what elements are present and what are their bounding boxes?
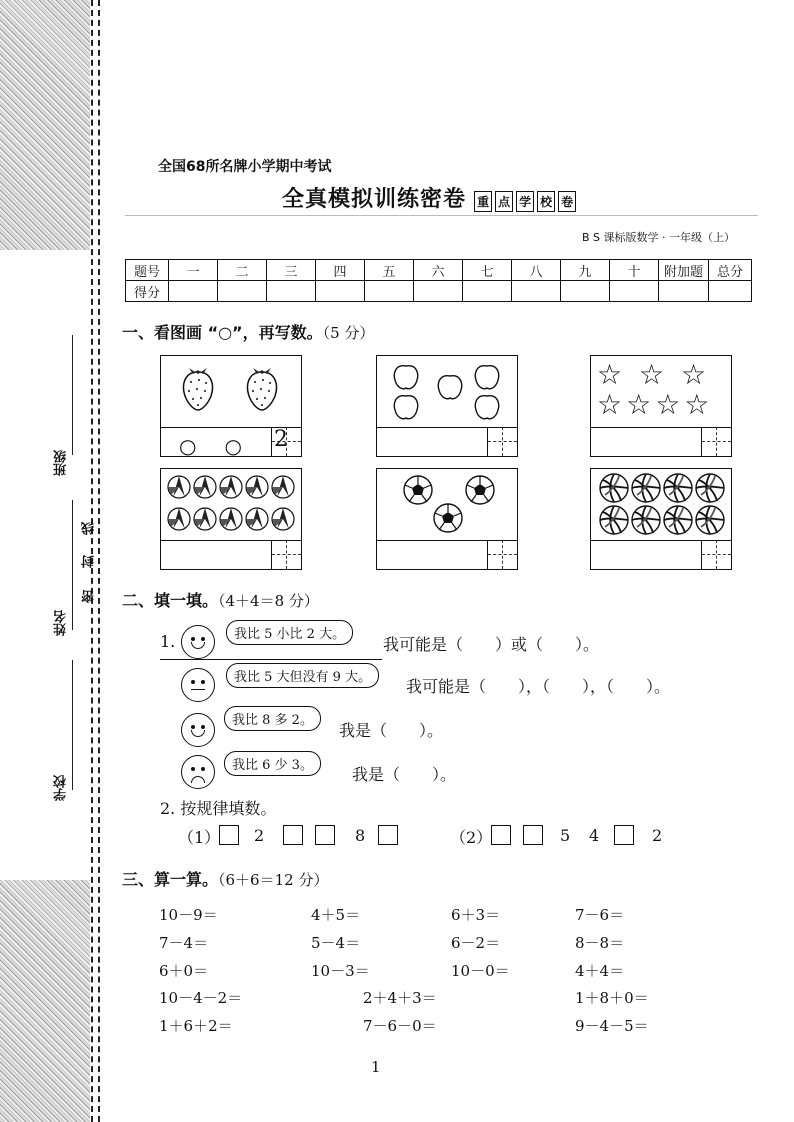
number-write-cell[interactable] — [701, 540, 731, 569]
calc-problem[interactable]: 8－8＝ — [575, 934, 625, 952]
calc-problem[interactable]: 4＋4＝ — [575, 962, 625, 980]
q2-part2-label: （2） — [450, 828, 493, 847]
number-write-cell[interactable] — [271, 427, 301, 456]
calc-problem[interactable]: 10－0＝ — [451, 962, 510, 980]
cell-q5: 五 — [365, 260, 414, 281]
apple-icons — [391, 360, 507, 424]
seal-char-3: 线 — [82, 522, 97, 535]
calc-problem[interactable]: 4＋5＝ — [311, 906, 361, 924]
cell-q8: 八 — [512, 260, 561, 281]
class-label: 班级 — [54, 450, 69, 476]
calc-problem[interactable]: 7－6－0＝ — [363, 1017, 437, 1035]
score-input[interactable] — [512, 281, 561, 302]
cell-title: 题号 — [126, 260, 169, 281]
score-table-score-row — [126, 281, 752, 302]
score-input[interactable] — [365, 281, 414, 302]
number-write-cell[interactable] — [701, 427, 731, 456]
volleyball-icons — [597, 471, 729, 537]
fill-blank-text[interactable]: 我是（ ）。 — [339, 721, 444, 740]
example-circles: ○ ○ — [179, 434, 246, 458]
score-input[interactable] — [610, 281, 659, 302]
pattern-number: 2 — [652, 826, 663, 845]
calc-problem[interactable]: 10－3＝ — [311, 962, 370, 980]
picture-box-beachball — [160, 468, 302, 570]
fill-blank-text[interactable]: 我可能是（ ）或（ ）。 — [383, 635, 600, 654]
pattern-number: 4 — [589, 826, 600, 845]
edition-label: B S 课标版数学 · 一年级（上） — [582, 231, 736, 244]
section3-title: 三、算一算。（6＋6＝12 分） — [122, 870, 329, 889]
pattern-answer-box[interactable] — [219, 825, 239, 845]
speech-bubble: 我比 6 少 3。 — [224, 751, 321, 776]
number-write-cell[interactable] — [487, 427, 517, 456]
picture-box-soccerball — [376, 468, 518, 570]
title-row — [282, 182, 576, 213]
seal-char-1: 密 — [82, 590, 97, 603]
star-icons: ☆ ☆ ☆ ☆☆☆☆ — [597, 358, 714, 421]
score-input[interactable] — [463, 281, 512, 302]
pattern-answer-box[interactable] — [491, 825, 511, 845]
pattern-number: 5 — [560, 826, 571, 845]
cell-q7: 七 — [463, 260, 512, 281]
section1-title: 一、看图画 “○”，再写数。（5 分） — [122, 323, 375, 342]
score-input[interactable] — [218, 281, 267, 302]
beachball-icons — [167, 473, 297, 535]
badge-3: 学 — [516, 191, 534, 212]
score-input[interactable] — [169, 281, 218, 302]
pattern-answer-box[interactable] — [283, 825, 303, 845]
seal-char-2: 封 — [82, 555, 97, 568]
badge-5: 卷 — [558, 191, 576, 212]
title-underline — [125, 215, 758, 216]
cell-q10: 十 — [610, 260, 659, 281]
pattern-number: 2 — [254, 826, 265, 845]
exam-subtitle: 全国68所名牌小学期中考试 — [158, 159, 332, 175]
calc-problem[interactable]: 2＋4＋3＝ — [363, 989, 437, 1007]
score-table — [125, 259, 752, 302]
page-number: 1 — [371, 1058, 381, 1076]
soccerball-icons — [399, 473, 499, 535]
cell-q6: 六 — [414, 260, 463, 281]
number-write-cell[interactable] — [271, 540, 301, 569]
name-write-line[interactable] — [72, 500, 73, 630]
score-input[interactable] — [414, 281, 463, 302]
cell-bonus: 附加题 — [659, 260, 709, 281]
fill-blank-text[interactable]: 我是（ ）。 — [352, 765, 457, 784]
school-write-line[interactable] — [72, 660, 73, 790]
calc-problem[interactable]: 10－4－2＝ — [159, 989, 243, 1007]
pattern-answer-box[interactable] — [523, 825, 543, 845]
q2-title: 2. 按规律填数。 — [160, 799, 277, 818]
fill-blank-text[interactable]: 我可能是（ ），（ ），（ ）。 — [406, 677, 671, 696]
pattern-number: 8 — [355, 826, 366, 845]
calc-problem[interactable]: 10－9＝ — [159, 906, 218, 924]
section2-title: 二、填一填。（4＋4＝8 分） — [122, 591, 319, 610]
cell-q9: 九 — [561, 260, 610, 281]
speech-bubble: 我比 8 多 2。 — [224, 706, 321, 731]
calc-problem[interactable]: 1＋6＋2＝ — [159, 1017, 233, 1035]
score-input[interactable] — [267, 281, 316, 302]
example-answer: 2 — [274, 427, 288, 452]
calc-problem[interactable]: 9－4－5＝ — [575, 1017, 649, 1035]
score-input[interactable] — [709, 281, 752, 302]
pattern-answer-box[interactable] — [315, 825, 335, 845]
score-input[interactable] — [659, 281, 709, 302]
score-input[interactable] — [316, 281, 365, 302]
name-label: 姓名 — [54, 610, 69, 636]
picture-box-strawberry — [160, 355, 302, 457]
smiley-face-icon — [181, 713, 215, 747]
strawberry-icon — [179, 364, 217, 412]
scan-noise-bottom — [0, 880, 90, 1122]
cell-q3: 三 — [267, 260, 316, 281]
badge-2: 点 — [495, 191, 513, 212]
smiley-face-icon — [181, 625, 215, 659]
cell-total: 总分 — [709, 260, 752, 281]
calc-problem[interactable]: 7－4＝ — [159, 934, 209, 952]
calc-problem[interactable]: 6＋3＝ — [451, 906, 501, 924]
q1-number: 1. — [160, 632, 176, 651]
q2-part1-label: （1） — [178, 828, 221, 847]
cell-q2: 二 — [218, 260, 267, 281]
class-write-line[interactable] — [72, 335, 73, 455]
speech-bubble: 我比 5 大但没有 9 大。 — [226, 663, 379, 688]
cell-score-label: 得分 — [126, 281, 169, 302]
smiley-face-icon — [181, 668, 215, 702]
picture-box-star — [590, 355, 732, 457]
sad-face-icon — [181, 755, 215, 789]
badge-1: 重 — [474, 191, 492, 212]
calc-problem[interactable]: 5－4＝ — [311, 934, 361, 952]
school-label: 学校 — [54, 775, 69, 801]
calc-problem[interactable]: 7－6＝ — [575, 906, 625, 924]
calc-problem[interactable]: 1＋8＋0＝ — [575, 989, 649, 1007]
strawberry-icon — [243, 364, 281, 412]
calc-problem[interactable]: 6－2＝ — [451, 934, 501, 952]
scan-noise-top — [0, 0, 90, 250]
pattern-answer-box[interactable] — [378, 825, 398, 845]
speech-bubble: 我比 5 小比 2 大。 — [226, 620, 353, 645]
picture-box-apple — [376, 355, 518, 457]
pattern-answer-box[interactable] — [614, 825, 634, 845]
q1-underline — [160, 659, 382, 660]
cell-q4: 四 — [316, 260, 365, 281]
score-input[interactable] — [561, 281, 610, 302]
picture-box-volleyball — [590, 468, 732, 570]
exam-title: 全真模拟训练密卷 — [282, 187, 467, 212]
badge-4: 校 — [537, 191, 555, 212]
calc-problem[interactable]: 6＋0＝ — [159, 962, 209, 980]
number-write-cell[interactable] — [487, 540, 517, 569]
cell-q1: 一 — [169, 260, 218, 281]
score-table-header-row — [126, 260, 752, 281]
